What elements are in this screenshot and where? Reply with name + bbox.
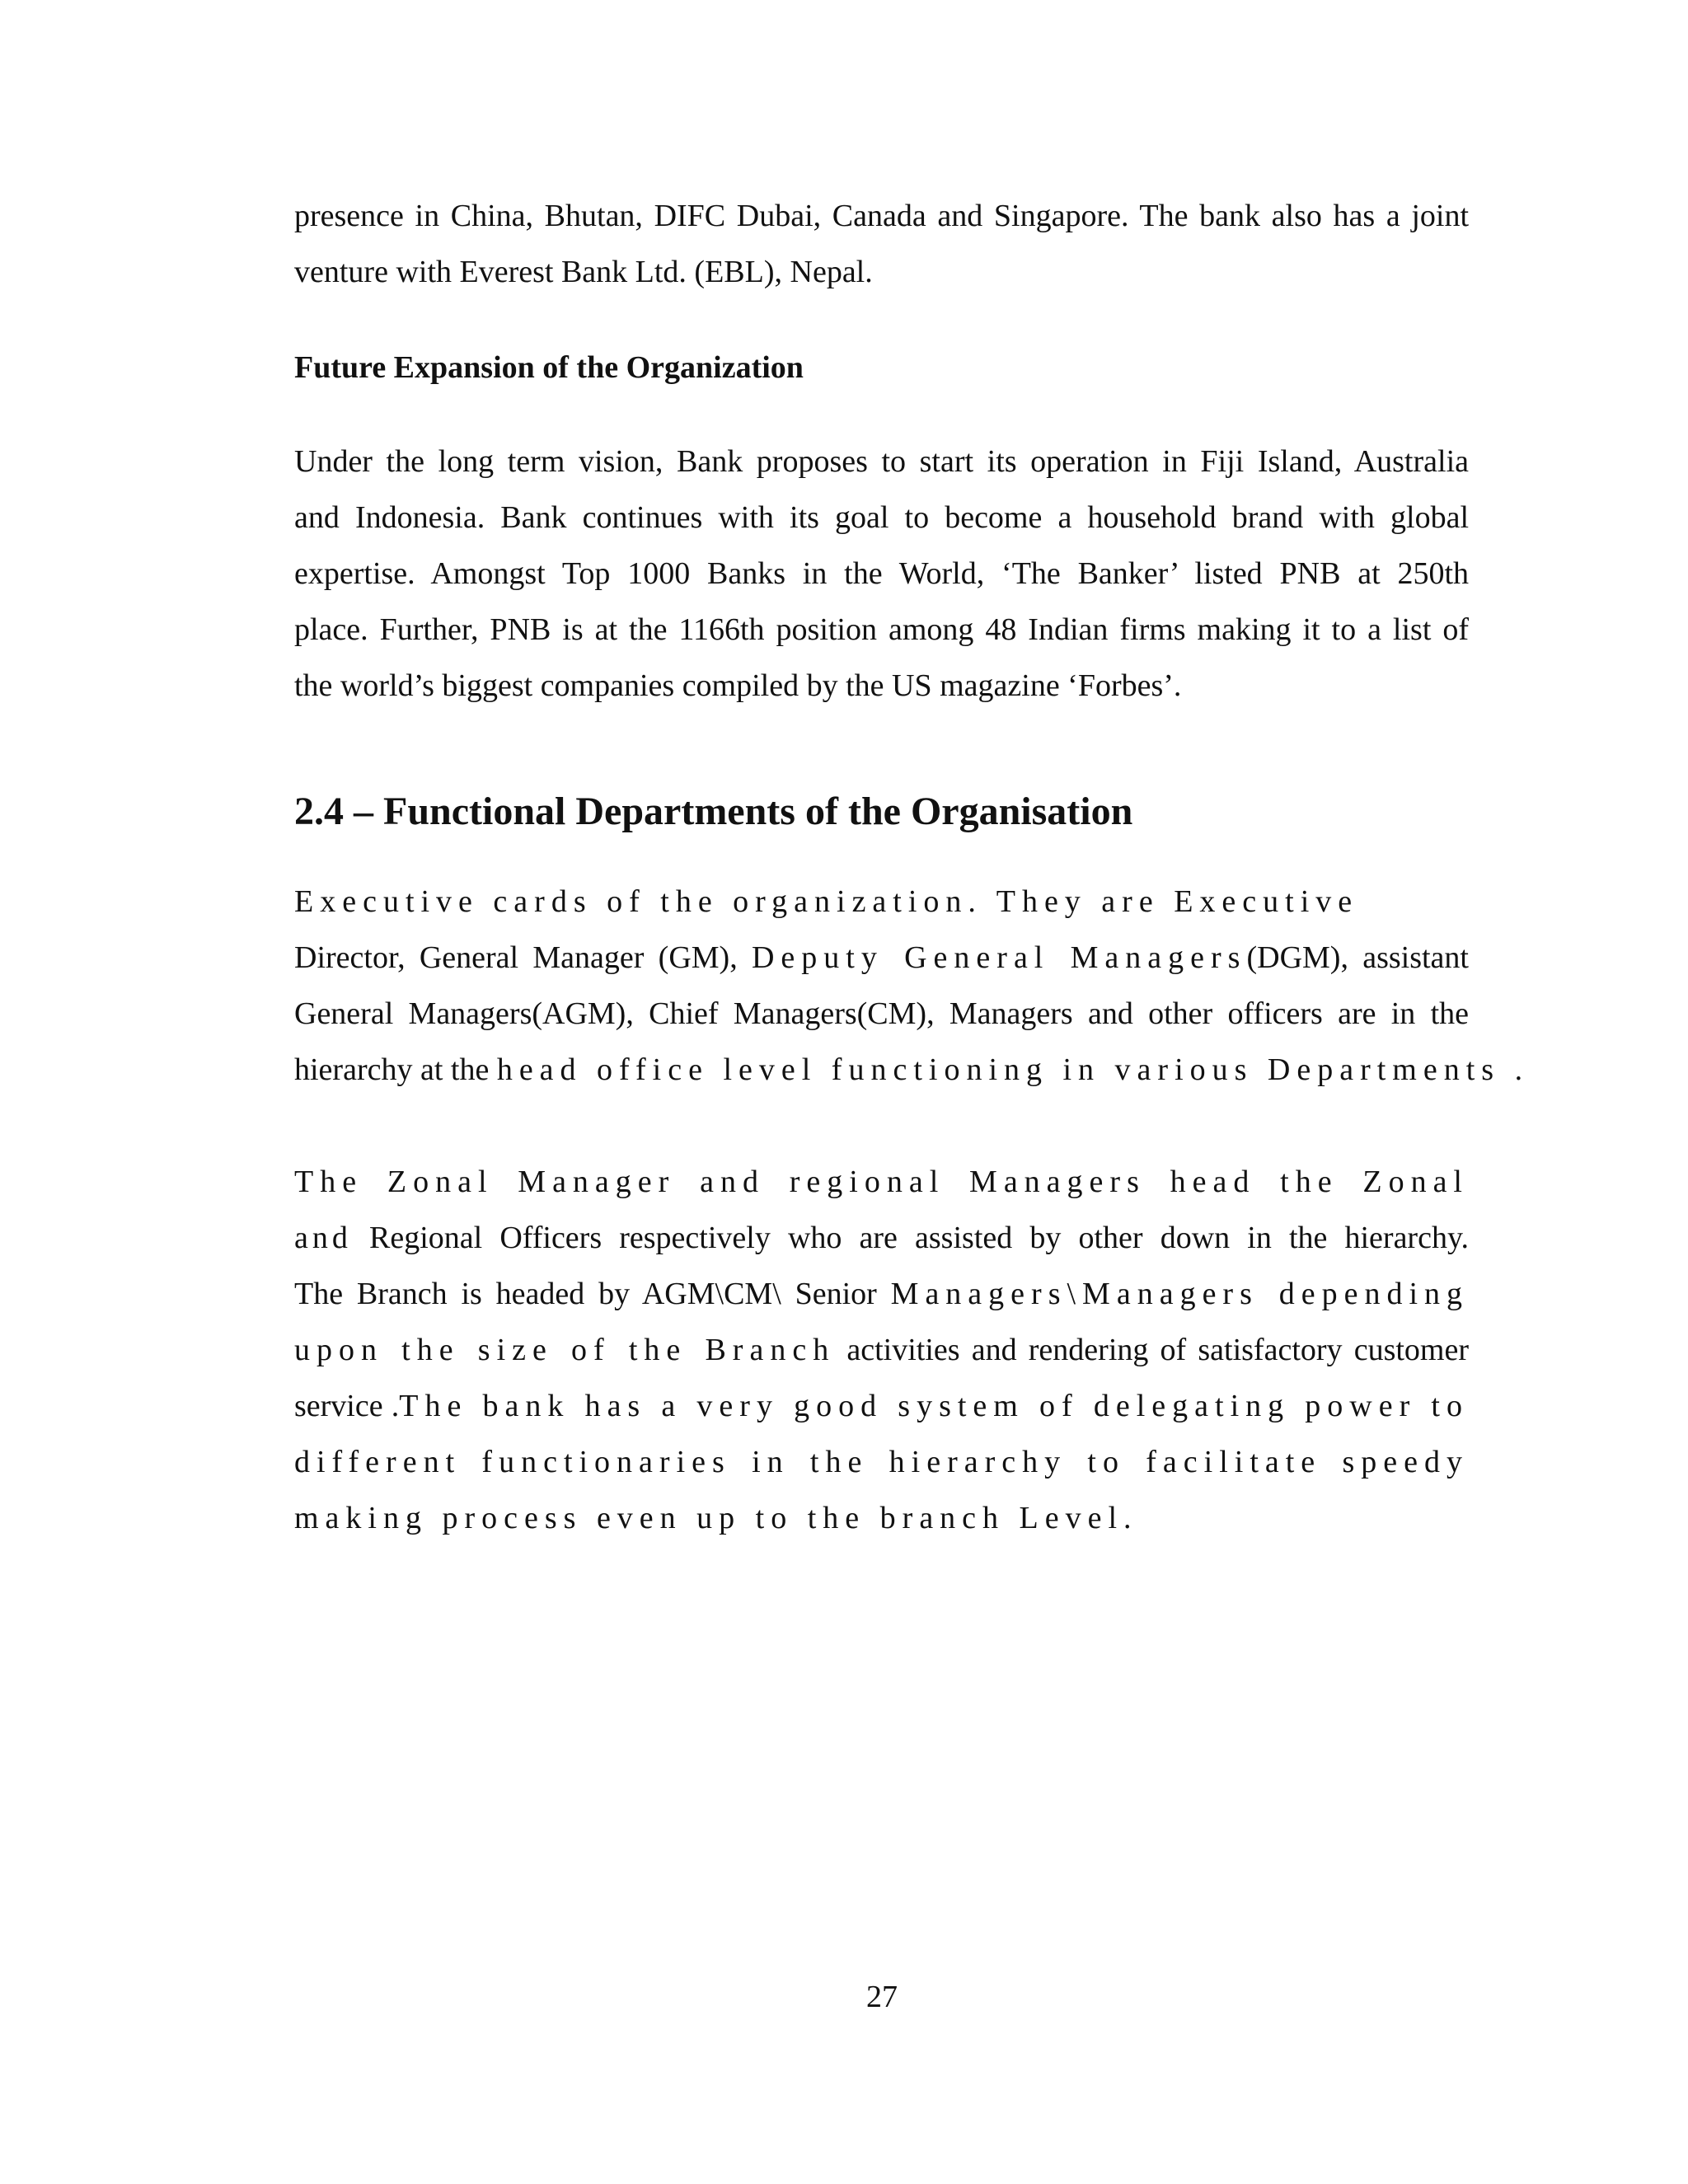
para2-line-7: making process even up to the branch Level. bbox=[294, 1501, 1138, 1535]
para1-line-1: Executive cards of the organization. They are Executive bbox=[294, 884, 1359, 919]
future-expansion-paragraph bbox=[294, 434, 1469, 714]
para2-line-1: The Zonal Manager and regional Managers head the Zonal bbox=[294, 1165, 1469, 1199]
para2-line-4-b: activities and rendering of satisfactory customer bbox=[835, 1333, 1469, 1367]
para2-line-4 bbox=[294, 1322, 1469, 1378]
para1-line-4-a: hierarchy at the bbox=[294, 1052, 497, 1087]
para1-line-4-b: head office level functioning in various Departments . bbox=[496, 1052, 1530, 1087]
para1-line-3: General Managers(AGM), Chief Managers(CM), Managers and other officers are in the bbox=[294, 996, 1469, 1031]
para2-line-3-a: The Branch is headed by AGM\CM\ Senior bbox=[294, 1277, 891, 1311]
section-heading: 2.4 – Functional Departments of the Organisation bbox=[294, 790, 1133, 833]
future-expansion-heading: Future Expansion of the Organization bbox=[294, 350, 804, 385]
para1-line-2-b: Deputy General Managers bbox=[751, 940, 1247, 975]
para2-line-5-a: service . bbox=[294, 1389, 400, 1423]
para2-line-3 bbox=[294, 1266, 1469, 1322]
future-line-4: place. Further, PNB is at the 1166th position among 48 Indian firms making it to a list of bbox=[294, 612, 1469, 647]
para2-line-2 bbox=[294, 1210, 1469, 1266]
para2-line-5-b: The bank has a very good system of delegating power to bbox=[399, 1389, 1469, 1423]
future-line-1: Under the long term vision, Bank proposes to start its operation in Fiji Island, Australia bbox=[294, 444, 1469, 479]
para1-line-2-a: Director, General Manager (GM), bbox=[294, 940, 752, 975]
page-number: 27 bbox=[866, 1980, 898, 2014]
intro-paragraph bbox=[294, 188, 1469, 300]
para2-line-6: different functionaries in the hierarchy to facilitate speedy bbox=[294, 1445, 1469, 1479]
para2-line-4-a: upon the size of the Branch bbox=[294, 1333, 836, 1367]
departments-paragraph-2 bbox=[294, 1154, 1469, 1546]
intro-line-2: venture with Everest Bank Ltd. (EBL), Nepal. bbox=[294, 255, 873, 289]
future-line-3: expertise. Amongst Top 1000 Banks in the World, ‘The Banker’ listed PNB at 250th bbox=[294, 556, 1469, 591]
para1-line-2 bbox=[294, 930, 1469, 986]
para2-line-2-a: and bbox=[294, 1221, 352, 1255]
intro-line-1: presence in China, Bhutan, DIFC Dubai, Canada and Singapore. The bank also has a joint bbox=[294, 199, 1469, 233]
future-line-2: and Indonesia. Bank continues with its goal to become a household brand with global bbox=[294, 500, 1469, 535]
departments-paragraph-1 bbox=[294, 874, 1530, 1098]
para2-line-3-b: Managers\Managers depending bbox=[890, 1277, 1469, 1311]
para2-line-5 bbox=[294, 1378, 1469, 1434]
para1-line-4 bbox=[294, 1042, 1530, 1098]
future-line-5: the world’s biggest companies compiled by the US magazine ‘Forbes’. bbox=[294, 668, 1182, 703]
para1-line-2-c: (DGM), assistant bbox=[1246, 940, 1469, 975]
para2-line-2-b: Regional Officers respectively who are assisted by other down in the hierarchy. bbox=[351, 1221, 1469, 1255]
